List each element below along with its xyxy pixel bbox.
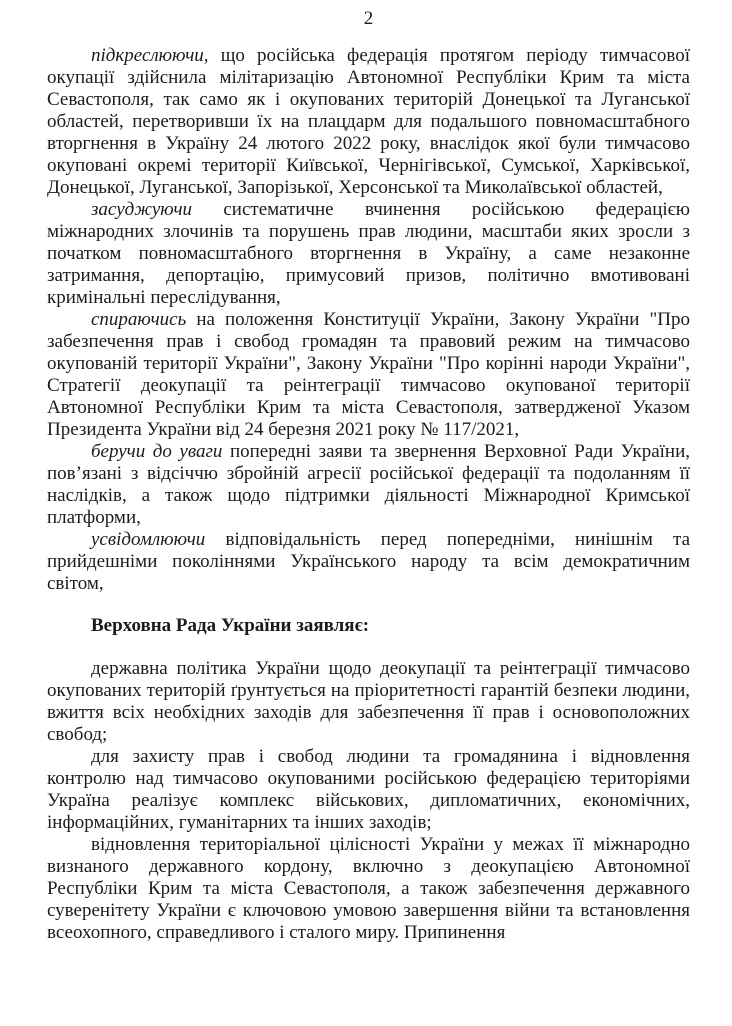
paragraph — [47, 658, 690, 746]
paragraph-text: що російська федерація протягом періоду тимчасової окупації здійснила мілітаризацію Автономної Республіки Крим та міста Севастополя, так само як і окупованих територій Донецької та Луганської областей, перетворивши їх на плацдарм для подальшого повномасштабного вторгнення в Україну 24 лютого 2022 року, внаслідок якої були тимчасово окуповані окремі території Київської, Чернігівської, Сумської, Харківської, Донецької, Луганської, Запорізької, Херсонської та Миколаївської областей, — [47, 45, 691, 198]
paragraph-text: відновлення територіальної цілісності України у межах її міжнародно визнаного державного кордону, включно з деокупацією Автономної Республіки Крим та міста Севастополя, а також забезпечення державного суверенітету України є ключовою умовою завершення війни та встановлення всеохопного, справедливого і сталого миру. Припинення — [47, 834, 690, 943]
paragraph — [47, 529, 690, 595]
paragraph-text: відповідальність перед попередніми, нинішнім та прийдешніми поколіннями Українського народу та всім демократичним світом, — [47, 529, 691, 594]
paragraph-lead: усвідомлюючи — [91, 529, 206, 550]
paragraph-lead: підкреслюючи, — [91, 45, 209, 66]
paragraph-lead: засуджуючи — [91, 199, 193, 220]
paragraph — [47, 45, 690, 199]
paragraph-text: на положення Конституції України, Закону України "Про забезпечення прав і свобод громадян та правовий режим на тимчасово окупованій території України", Закону України "Про корінні народи України", Стратегії деокупації та реінтеграції тимчасово окупованої території Автономної Республіки Крим та міста Севастополя, затвердженої Указом Президента України від 24 березня 2021 року № 117/2021, — [47, 309, 690, 440]
paragraph-lead: беручи до уваги — [91, 441, 223, 462]
statement-heading: Верховна Рада України заявляє: — [91, 615, 370, 636]
paragraph — [47, 309, 690, 441]
document-body — [47, 45, 690, 944]
paragraph — [47, 199, 690, 309]
page-number: 2 — [363, 8, 374, 29]
paragraph-text: систематичне вчинення російською федерацією міжнародних злочинів та порушень прав людини, масштаби яких зросли з початком повномасштабного вторгнення в Україну, а саме незаконне затримання, депортацію, примусовий призов, політично вмотивовані кримінальні переслідування, — [47, 199, 690, 308]
paragraph — [47, 834, 690, 944]
paragraph — [47, 746, 690, 834]
paragraph-text: попередні заяви та звернення Верховної Ради України, пов’язані з відсіччю збройній агресії російської федерації та подоланням її наслідків, а також щодо підтримки діяльності Міжнародної Кримської платформи, — [47, 441, 690, 528]
paragraph — [47, 441, 690, 529]
paragraph-lead: спираючись — [91, 309, 187, 330]
paragraph-text: для захисту прав і свобод людини та громадянина і відновлення контролю над тимчасово окупованими російською федерацією територіями Україна реалізує комплекс військових, дипломатичних, економічних, інформаційних, гуманітарних та інших заходів; — [47, 746, 690, 833]
paragraph-text: державна політика України щодо деокупації та реінтеграції тимчасово окупованих територій ґрунтується на пріоритетності гарантій безпеки людини, вжиття всіх необхідних заходів для забезпечення її прав і основоположних свобод; — [47, 658, 690, 745]
